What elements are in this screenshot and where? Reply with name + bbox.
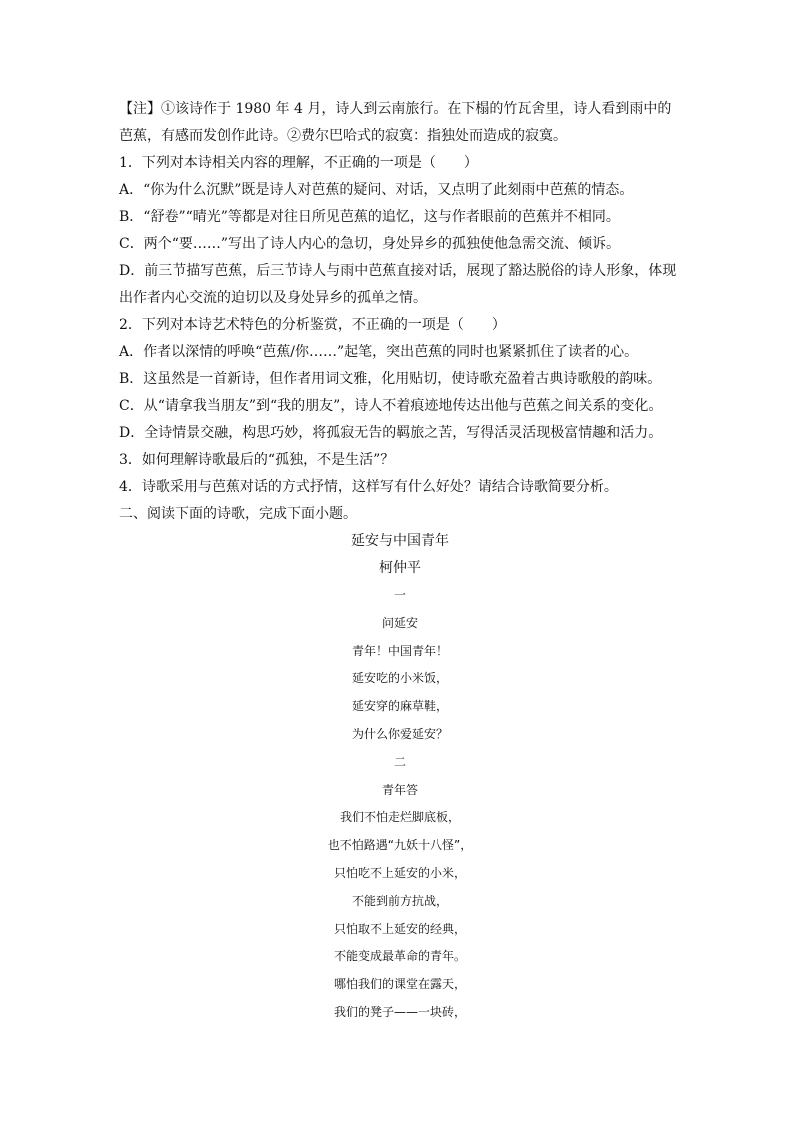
poem-line: 一 [393, 588, 406, 602]
question-1-stem: 1．下列对本诗相关内容的理解，不正确的一项是（ ） [119, 155, 478, 171]
question-1-option-c: C．两个“要……”写出了诗人内心的急切，身处异乡的孤独使他急需交流、倾诉。 [119, 236, 621, 252]
poem-line: 只怕吃不上延安的小米， [333, 865, 466, 880]
question-2-option-d: D．全诗情景交融，构思巧妙，将孤寂无告的羁旅之苦，写得活灵活现极富情趣和活力。 [119, 425, 663, 441]
poem-line: 我们的凳子——一块砖， [333, 1004, 466, 1019]
question-1-option-d: D．前三节描写芭蕉，后三节诗人与雨中芭蕉直接对话，展现了豁达脱俗的诗人形象，体现出作者内心交流的迫切以及身处异乡的孤单之情。 [119, 263, 677, 306]
poem-line: 延安穿的麻草鞋， [351, 699, 448, 714]
question-2-option-c: C．从“请拿我当朋友”到“我的朋友”，诗人不着痕迹地传达出他与芭蕉之间关系的变化。 [119, 398, 663, 414]
poem-line: 问延安 [381, 615, 418, 630]
poem-line: 二 [393, 754, 406, 769]
poem-line: 只怕取不上延安的经典， [333, 921, 466, 936]
poem-line: 青年！中国青年！ [351, 643, 448, 658]
question-2-option-a: A．作者以深情的呼唤“芭蕉/你……”起笔，突出芭蕉的同时也紧紧抓住了读者的心。 [119, 344, 639, 360]
poem-lines [119, 582, 681, 1027]
question-1-option-b: B．“舒卷”“晴光”等都是对往日所见芭蕉的追忆，这与作者眼前的芭蕉并不相同。 [119, 209, 620, 225]
poem-line: 不能变成最革命的青年。 [333, 949, 466, 964]
question-1-option-a: A．“你为什么沉默”既是诗人对芭蕉的疑问、对话，又点明了此刻雨中芭蕉的情态。 [119, 182, 634, 198]
poem-title: 延安与中国青年 [351, 533, 449, 549]
annotation-note: 【注】①该诗作于 1980 年 4 月，诗人到云南旅行。在下榻的竹瓦舍里，诗人看到雨中的芭蕉，有感而发创作此诗。②费尔巴哈式的寂寞：指独处而造成的寂寞。 [119, 101, 672, 144]
poem-line: 青年答 [381, 782, 418, 797]
poem-line: 不能到前方抗战， [351, 893, 448, 908]
poem-line: 哪怕我们的课堂在露天， [333, 977, 466, 992]
question-3: 3．如何理解诗歌最后的“孤独，不是生活”？ [119, 452, 395, 468]
poem-line: 为什么你爱延安？ [351, 726, 448, 741]
poem-line: 也不怕路遇“九妖十八怪”， [327, 838, 473, 853]
poem [119, 528, 681, 1027]
question-4: 4．诗歌采用与芭蕉对话的方式抒情，这样写有什么好处？请结合诗歌简要分析。 [119, 479, 618, 495]
poem-author: 柯仲平 [379, 560, 421, 576]
section-2-heading: 二、阅读下面的诗歌，完成下面小题。 [119, 506, 357, 522]
question-block [119, 96, 681, 528]
poem-line: 延安吃的小米饭， [351, 671, 448, 686]
poem-line: 我们不怕走烂脚底板， [339, 810, 460, 825]
question-2-stem: 2．下列对本诗艺术特色的分析鉴赏，不正确的一项是（ ） [119, 317, 506, 333]
question-2-option-b: B．这虽然是一首新诗，但作者用词文雅，化用贴切，使诗歌充盈着古典诗歌般的韵味。 [119, 371, 662, 387]
